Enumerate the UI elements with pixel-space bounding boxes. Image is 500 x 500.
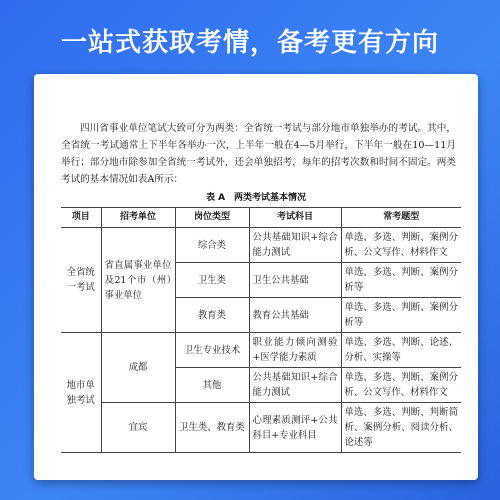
questions-cell: 单选、多选、判断、判断简析、案例分析、阅读分析、论述等 <box>341 403 461 453</box>
subject-cell: 职业能力倾向测验+医学能力素质 <box>249 333 341 368</box>
header-subject: 考试科目 <box>249 208 341 228</box>
subject-cell: 心理素质测评+公共科目+专业科目 <box>249 403 341 453</box>
questions-cell: 单选、多选、判断、案例分析等 <box>341 263 461 298</box>
questions-cell: 单选、多选、判断、论述、分析、实操等 <box>341 333 461 368</box>
questions-cell: 单选、多选、判断、案例分析等 <box>341 298 461 333</box>
header-questions: 常考题型 <box>341 208 461 228</box>
unit-cell: 成都 <box>101 333 175 403</box>
document-card <box>34 74 478 480</box>
table-row <box>61 403 461 453</box>
unit-cell: 省直属事业单位及21个市（州）事业单位 <box>101 228 175 333</box>
table-header-row <box>61 208 461 228</box>
intro-paragraph: 四川省事业单位笔试大致可分为两类：全省统一考试与部分地市单独举办的考试。其中，全省统一考试通常上下半年各举办一次，上半年一般在4—5月举行，下半年一般在10—11月举行；部分地市除参加全省统一考试外，还会单独招考，每年的招考次数和时间不固定。两类考试的基本情况如表A所示： <box>61 123 456 185</box>
headline: 一站式获取考情，备考更有方向 <box>60 28 439 58</box>
exam-table <box>61 207 461 453</box>
type-cell: 卫生专业技术 <box>175 333 249 368</box>
table-row <box>61 228 461 263</box>
subject-cell: 公共基础知识+综合能力测试 <box>249 368 341 403</box>
type-cell: 卫生类、教育类 <box>175 403 249 453</box>
unit-cell: 宜宾 <box>101 403 175 453</box>
subject-cell: 卫生公共基础 <box>249 263 341 298</box>
type-cell: 其他 <box>175 368 249 403</box>
group-label: 全省统一考试 <box>61 228 101 333</box>
table-row <box>61 333 461 368</box>
header-item: 项目 <box>61 208 101 228</box>
type-cell: 教育类 <box>175 298 249 333</box>
group-label: 地市单独考试 <box>61 333 101 453</box>
questions-cell: 单选、多选、判断、案例分析、公文写作、材料作文 <box>341 368 461 403</box>
header-type: 岗位类型 <box>175 208 249 228</box>
subject-cell: 公共基础知识+综合能力测试 <box>249 228 341 263</box>
type-cell: 综合类 <box>175 228 249 263</box>
type-cell: 卫生类 <box>175 263 249 298</box>
questions-cell: 单选、多选、判断、案例分析、公文写作、材料作文 <box>341 228 461 263</box>
header-unit: 招考单位 <box>101 208 175 228</box>
table-caption: 表 A 两类考试基本情况 <box>205 193 307 203</box>
subject-cell: 教育公共基础 <box>249 298 341 333</box>
